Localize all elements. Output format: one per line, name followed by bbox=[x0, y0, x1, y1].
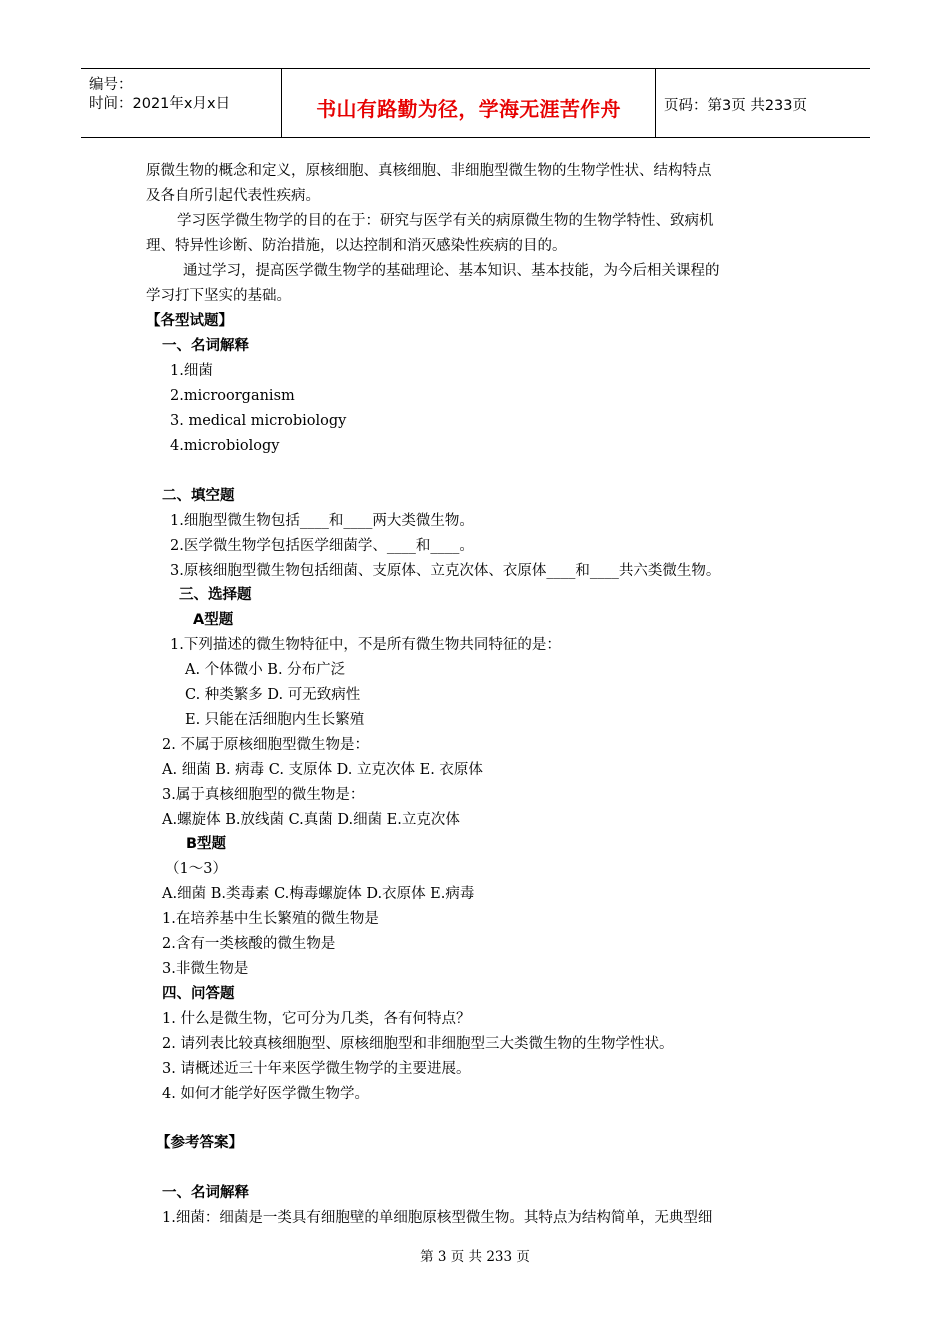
answers-heading: 【参考答案】 bbox=[156, 1135, 243, 1151]
term-item: 2.microorganism bbox=[170, 388, 295, 404]
choice-question: 1.在培养基中生长繁殖的微生物是 bbox=[162, 911, 379, 927]
subsection-title: B型题 bbox=[186, 836, 227, 852]
header-page-code: 页码：第3页 共233页 bbox=[664, 98, 808, 114]
date-line: 时间：2021年x月x日 bbox=[89, 96, 231, 112]
choice-question: 2. 不属于原核细胞型微生物是： bbox=[162, 737, 369, 753]
page-footer: 第 3 页 共 233 页 bbox=[420, 1249, 530, 1265]
choice-options: A.细菌 B.类毒素 C.梅毒螺旋体 D.衣原体 E.病毒 bbox=[162, 886, 475, 902]
term-item: 3. medical microbiology bbox=[170, 413, 347, 429]
choice-question: 3.非微生物是 bbox=[162, 961, 249, 977]
intro-line: 学习打下坚实的基础。 bbox=[146, 288, 291, 304]
choice-options: A. 个体微小 B. 分布广泛 bbox=[185, 662, 346, 678]
subsection-title: A型题 bbox=[193, 612, 234, 628]
term-item: 4.microbiology bbox=[170, 438, 280, 454]
choice-options: C. 种类繁多 D. 可无致病性 bbox=[185, 687, 361, 703]
essay-item: 2. 请列表比较真核细胞型、原核细胞型和非细胞型三大类微生物的生物学性状。 bbox=[162, 1036, 674, 1052]
essay-item: 4. 如何才能学好医学微生物学。 bbox=[162, 1086, 369, 1102]
choice-question: 2.含有一类核酸的微生物是 bbox=[162, 936, 336, 952]
term-item: 1.细菌 bbox=[170, 363, 213, 379]
answer-item: 1.细菌：细菌是一类具有细胞壁的单细胞原核型微生物。其特点为结构简单，无典型细 bbox=[162, 1210, 713, 1226]
intro-line: 通过学习，提高医学微生物学的基础理论、基本知识、基本技能，为今后相关课程的 bbox=[183, 263, 720, 279]
section-title: 一、名词解释 bbox=[162, 1185, 249, 1201]
choice-question: 3.属于真核细胞型的微生物是： bbox=[162, 787, 365, 803]
questions-heading: 【各型试题】 bbox=[146, 313, 233, 329]
choice-options: E. 只能在活细胞内生长繁殖 bbox=[185, 712, 365, 728]
fill-item: 3.原核细胞型微生物包括细菌、支原体、立克次体、衣原体____和____共六类微生物。 bbox=[170, 563, 721, 579]
intro-line: 原微生物的概念和定义，原核细胞、真核细胞、非细胞型微生物的生物学性状、结构特点 bbox=[146, 163, 712, 179]
essay-item: 1. 什么是微生物，它可分为几类，各有何特点？ bbox=[162, 1011, 471, 1027]
header-motto: 书山有路勤为径，学海无涯苦作舟 bbox=[316, 97, 621, 121]
section-title: 一、名词解释 bbox=[162, 338, 249, 354]
number-label: 编号： bbox=[89, 77, 133, 93]
choice-options: A. 细菌 B. 病毒 C. 支原体 D. 立克次体 E. 衣原体 bbox=[162, 762, 483, 778]
section-title: 四、问答题 bbox=[162, 986, 235, 1002]
intro-line: 理、特异性诊断、防治措施，以达控制和消灭感染性疾病的目的。 bbox=[146, 238, 567, 254]
section-title: 三、选择题 bbox=[179, 587, 252, 603]
fill-item: 2.医学微生物学包括医学细菌学、____和____。 bbox=[170, 538, 474, 554]
choice-question: 1.下列描述的微生物特征中，不是所有微生物共同特征的是： bbox=[170, 637, 561, 653]
choice-options: A.螺旋体 B.放线菌 C.真菌 D.细菌 E.立克次体 bbox=[162, 812, 460, 828]
question-range: （1～3） bbox=[165, 861, 227, 877]
section-title: 二、填空题 bbox=[162, 488, 235, 504]
fill-item: 1.细胞型微生物包括____和____两大类微生物。 bbox=[170, 513, 474, 529]
essay-item: 3. 请概述近三十年来医学微生物学的主要进展。 bbox=[162, 1061, 471, 1077]
intro-line: 及各自所引起代表性疾病。 bbox=[146, 188, 320, 204]
intro-line: 学习医学微生物学的目的在于：研究与医学有关的病原微生物的生物学特性、致病机 bbox=[177, 213, 714, 229]
